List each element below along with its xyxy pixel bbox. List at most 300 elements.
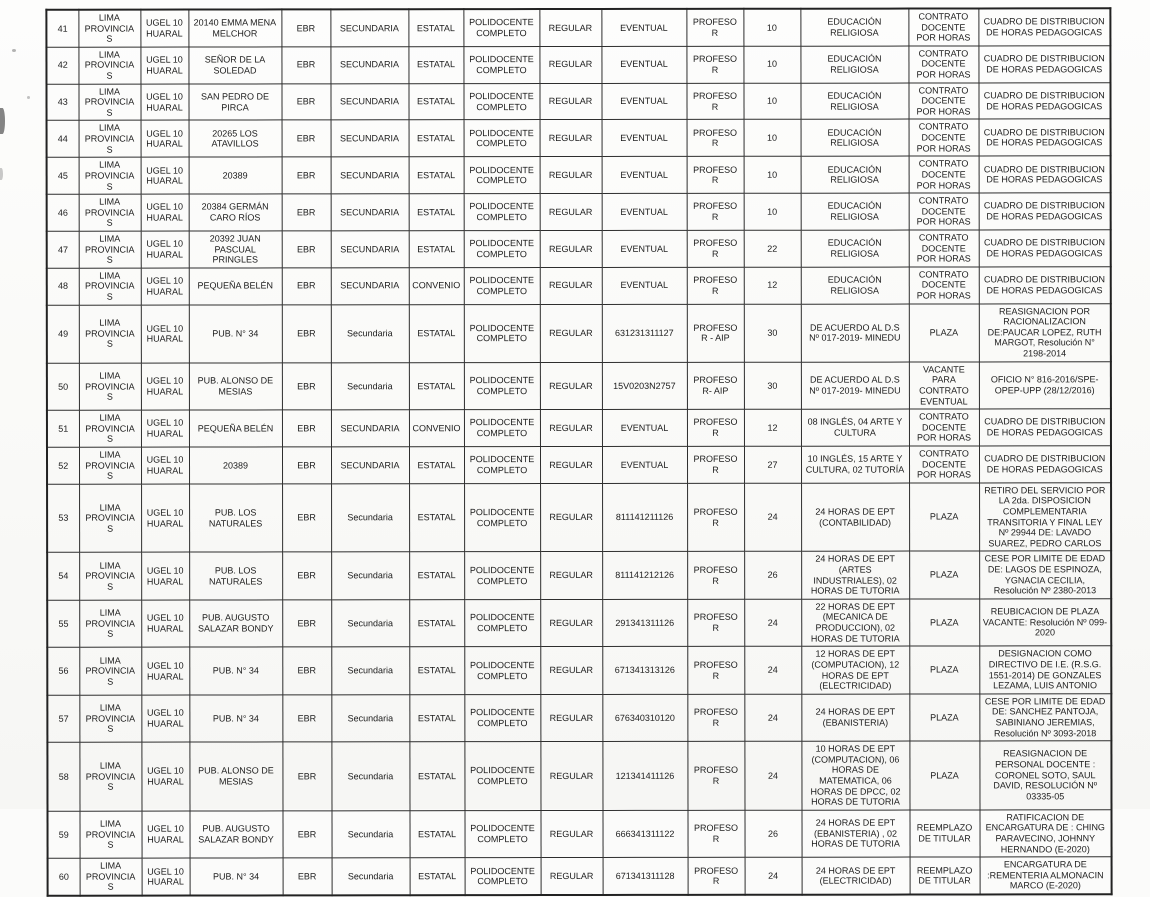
cell-cargo: PROFESOR <box>687 483 744 552</box>
cell-institucion-educativa: 20389 <box>189 447 282 484</box>
cell-tipo-vacante: CONTRATO DOCENTE POR HORAS <box>909 119 979 156</box>
cell-horas: 10 <box>744 120 801 157</box>
cell-dre: LIMA PROVINCIAS <box>79 742 141 811</box>
cell-horas: 10 <box>743 9 800 46</box>
cell-especialidad-detalle: 10 INGLÉS, 15 ARTE Y CULTURA, 02 TUTORÍA <box>801 446 909 483</box>
cell-dre: LIMA PROVINCIAS <box>80 858 142 895</box>
cell-institucion-educativa: PUB. N° 34 <box>190 858 283 895</box>
cell-cargo: PROFESOR <box>688 858 745 895</box>
cell-motivo-vacante: CESE POR LIMITE DE EDAD DE: LAGOS DE ESPINOZA, YGNACIA CECILIA, Resolución Nº 2380-2013 <box>979 551 1111 599</box>
cell-especialidad-detalle: EDUCACIÓN RELIGIOSA <box>800 9 908 46</box>
cell-cargo: PROFESOR <box>687 157 744 194</box>
cell-caracteristica: POLIDOCENTE COMPLETO <box>464 599 540 647</box>
cell-numero: 56 <box>47 647 79 694</box>
cell-nivel: Secundaria <box>331 304 409 362</box>
cell-caracteristica: POLIDOCENTE COMPLETO <box>464 410 540 447</box>
cell-tipo-vacante: CONTRATO DOCENTE POR HORAS <box>909 267 979 304</box>
cell-horas: 10 <box>744 157 801 194</box>
cell-nivel: SECUNDARIA <box>330 9 408 46</box>
cell-caracteristica: POLIDOCENTE COMPLETO <box>464 647 540 695</box>
cell-especialidad-detalle: EDUCACIÓN RELIGIOSA <box>800 46 908 83</box>
cell-caracteristica: POLIDOCENTE COMPLETO <box>463 9 539 46</box>
cell-numero: 54 <box>47 553 79 600</box>
cell-registro: REGULAR <box>540 410 602 447</box>
cell-cargo: PROFESOR <box>687 552 744 600</box>
cell-dre: LIMA PROVINCIAS <box>79 695 141 743</box>
cell-gestion: ESTATAL <box>409 157 464 194</box>
table-row <box>47 193 1111 231</box>
cell-institucion-educativa: PUB. AUGUSTO SALAZAR BONDY <box>189 600 282 648</box>
cell-nivel: SECUNDARIA <box>331 157 409 194</box>
cell-tipo-vacante: REEMPLAZO DE TITULAR <box>909 810 979 858</box>
cell-numero: 59 <box>48 811 80 858</box>
cell-motivo-vacante: CUADRO DE DISTRIBUCION DE HORAS PEDAGOGICAS <box>979 267 1111 304</box>
cell-cargo: PROFESOR <box>688 810 745 858</box>
cell-numero: 55 <box>47 600 79 647</box>
cell-institucion-educativa: 20392 JUAN PASCUAL PRINGLES <box>189 231 282 268</box>
cell-registro: REGULAR <box>540 483 602 552</box>
cell-numero: 41 <box>46 10 78 47</box>
cell-ugel: UGEL 10 HUARAL <box>142 858 190 895</box>
cell-codigo-plaza: 671341311128 <box>603 858 688 895</box>
cell-caracteristica: POLIDOCENTE COMPLETO <box>464 446 540 483</box>
cell-gestion: ESTATAL <box>408 9 463 46</box>
cell-horas: 30 <box>744 362 801 410</box>
cell-tipo-vacante: REEMPLAZO DE TITULAR <box>910 857 980 894</box>
cell-ugel: UGEL 10 HUARAL <box>141 157 189 194</box>
cell-codigo-plaza: 811141212126 <box>602 552 687 600</box>
table-row <box>47 409 1111 447</box>
cell-especialidad-detalle: EDUCACIÓN RELIGIOSA <box>801 267 909 304</box>
table-row <box>47 446 1111 484</box>
cell-horas: 26 <box>745 810 802 858</box>
cell-especialidad-detalle: 24 HORAS DE EPT (CONTABILIDAD) <box>801 483 909 552</box>
cell-modalidad: EBR <box>282 194 331 231</box>
cell-caracteristica: POLIDOCENTE COMPLETO <box>464 742 540 811</box>
cell-cargo: PROFESOR <box>687 193 744 230</box>
cell-especialidad-detalle: DE ACUERDO AL D.S Nº 017-2019- MINEDU <box>801 362 909 410</box>
cell-registro: REGULAR <box>540 552 602 600</box>
cell-cargo: PROFESOR <box>686 83 743 120</box>
cell-gestion: ESTATAL <box>409 304 464 362</box>
cell-cargo: PROFESOR <box>687 120 744 157</box>
cell-nivel: Secundaria <box>331 600 409 648</box>
cell-registro: REGULAR <box>539 46 601 83</box>
cell-institucion-educativa: PUB. LOS NATURALES <box>189 484 282 553</box>
cell-nivel: Secundaria <box>331 742 409 811</box>
cell-modalidad: EBR <box>281 47 330 84</box>
cell-horas: 22 <box>744 230 801 267</box>
cell-especialidad-detalle: EDUCACIÓN RELIGIOSA <box>800 83 908 120</box>
cell-horas: 12 <box>744 409 801 446</box>
cell-modalidad: EBR <box>282 600 331 648</box>
cell-codigo-plaza: 811141211126 <box>602 483 687 552</box>
cell-institucion-educativa: SAN PEDRO DE PIRCA <box>188 84 281 121</box>
cell-nivel: SECUNDARIA <box>330 47 408 84</box>
cell-institucion-educativa: PUB. N° 34 <box>189 695 282 743</box>
cell-gestion: ESTATAL <box>409 742 464 811</box>
cell-codigo-plaza: EVENTUAL <box>602 230 687 267</box>
cell-gestion: ESTATAL <box>409 120 464 157</box>
table-row <box>47 156 1111 194</box>
cell-nivel: Secundaria <box>331 362 409 410</box>
table-row <box>48 810 1112 859</box>
cell-tipo-vacante: PLAZA <box>909 483 979 552</box>
cell-codigo-plaza: 671341313126 <box>602 647 687 695</box>
cell-dre: LIMA PROVINCIAS <box>79 121 141 158</box>
cell-motivo-vacante: CUADRO DE DISTRIBUCION DE HORAS PEDAGOGICAS <box>979 119 1111 156</box>
cell-tipo-vacante: CONTRATO DOCENTE POR HORAS <box>908 83 978 120</box>
cell-modalidad: EBR <box>282 120 331 157</box>
cell-institucion-educativa: 20140 EMMA MENA MELCHOR <box>188 9 281 46</box>
cell-cargo: PROFESOR <box>687 409 744 446</box>
cell-horas: 10 <box>743 46 800 83</box>
cell-codigo-plaza: 15V0203N2757 <box>602 362 687 410</box>
cell-ugel: UGEL 10 HUARAL <box>141 410 189 447</box>
cell-modalidad: EBR <box>282 304 331 362</box>
cell-tipo-vacante: CONTRATO DOCENTE POR HORAS <box>909 156 979 193</box>
cell-horas: 30 <box>744 304 801 362</box>
cell-numero: 46 <box>47 194 79 231</box>
cell-motivo-vacante: REUBICACION DE PLAZA VACANTE: Resolución Nº 099-2020 <box>979 599 1111 647</box>
cell-cargo: PROFESOR <box>686 9 743 46</box>
cell-registro: REGULAR <box>541 858 603 895</box>
cell-tipo-vacante: CONTRATO DOCENTE POR HORAS <box>909 193 979 230</box>
cell-especialidad-detalle: EDUCACIÓN RELIGIOSA <box>801 193 909 230</box>
cell-caracteristica: POLIDOCENTE COMPLETO <box>463 83 539 120</box>
cell-tipo-vacante: CONTRATO DOCENTE POR HORAS <box>908 8 978 45</box>
cell-horas: 10 <box>744 193 801 230</box>
cell-dre: LIMA PROVINCIAS <box>80 811 142 859</box>
cell-motivo-vacante: RATIFICACION DE ENCARGATURA DE : CHING PARAVECINO, JOHNNY HERNANDO (E-2020) <box>979 810 1111 858</box>
cell-numero: 60 <box>48 858 80 895</box>
cell-institucion-educativa: PEQUEÑA BELÉN <box>189 268 282 305</box>
cell-modalidad: EBR <box>282 695 331 743</box>
cell-numero: 51 <box>47 410 79 447</box>
cell-modalidad: EBR <box>281 84 330 121</box>
cell-horas: 24 <box>745 857 802 894</box>
cell-horas: 26 <box>744 552 801 600</box>
cell-registro: REGULAR <box>540 599 602 647</box>
cell-especialidad-detalle: EDUCACIÓN RELIGIOSA <box>801 120 909 157</box>
cell-gestion: ESTATAL <box>409 231 464 268</box>
cell-numero: 57 <box>47 695 79 742</box>
cell-modalidad: EBR <box>282 484 331 553</box>
cell-nivel: Secundaria <box>331 484 409 553</box>
table-row <box>48 857 1112 896</box>
cell-dre: LIMA PROVINCIAS <box>79 410 141 447</box>
cell-gestion: ESTATAL <box>410 810 465 858</box>
table-row <box>47 119 1111 157</box>
table-row <box>46 8 1110 47</box>
cell-tipo-vacante: CONTRATO DOCENTE POR HORAS <box>909 446 979 483</box>
cell-gestion: ESTATAL <box>409 194 464 231</box>
cell-cargo: PROFESOR <box>687 267 744 304</box>
cell-caracteristica: POLIDOCENTE COMPLETO <box>464 694 540 742</box>
cell-gestion: CONVENIO <box>409 410 464 447</box>
cell-codigo-plaza: EVENTUAL <box>602 446 687 483</box>
cell-caracteristica: POLIDOCENTE COMPLETO <box>465 810 541 858</box>
cell-codigo-plaza: 121341411126 <box>602 742 687 811</box>
cell-codigo-plaza: 291341311126 <box>602 599 687 647</box>
cell-numero: 48 <box>47 268 79 305</box>
cell-institucion-educativa: 20265 LOS ATAVILLOS <box>189 120 282 157</box>
cell-nivel: SECUNDARIA <box>331 120 409 157</box>
cell-gestion: ESTATAL <box>409 362 464 410</box>
cell-motivo-vacante: CESE POR LIMITE DE EDAD DE: SANCHEZ PANTOJA, SABINIANO JEREMIAS, Resolución Nº 3093-2018 <box>979 693 1111 741</box>
table-row <box>47 267 1111 305</box>
cell-registro: REGULAR <box>541 810 603 858</box>
cell-numero: 50 <box>47 363 79 410</box>
scan-speck-icon <box>27 96 30 99</box>
cell-nivel: Secundaria <box>331 694 409 742</box>
cell-codigo-plaza: EVENTUAL <box>602 409 687 446</box>
cell-nivel: Secundaria <box>331 552 409 600</box>
cell-numero: 45 <box>47 158 79 195</box>
table-row <box>47 646 1111 695</box>
cell-motivo-vacante: CUADRO DE DISTRIBUCION DE HORAS PEDAGOGICAS <box>978 46 1110 83</box>
cell-motivo-vacante: ENCARGATURA DE :REMENTERIA ALMONACIN MARCO (E-2020) <box>980 857 1112 895</box>
cell-tipo-vacante: PLAZA <box>909 646 979 694</box>
cell-motivo-vacante: CUADRO DE DISTRIBUCION DE HORAS PEDAGOGICAS <box>978 8 1110 46</box>
cell-codigo-plaza: EVENTUAL <box>602 193 687 230</box>
cell-ugel: UGEL 10 HUARAL <box>141 600 189 648</box>
cell-caracteristica: POLIDOCENTE COMPLETO <box>464 194 540 231</box>
table-row <box>47 303 1111 363</box>
cell-horas: 24 <box>744 741 801 810</box>
scan-speck-icon <box>12 49 16 52</box>
cell-registro: REGULAR <box>540 362 602 410</box>
table-row <box>47 361 1111 410</box>
cell-numero: 44 <box>47 121 79 158</box>
cell-gestion: ESTATAL <box>409 552 464 600</box>
cell-caracteristica: POLIDOCENTE COMPLETO <box>464 304 540 362</box>
cell-tipo-vacante: PLAZA <box>909 304 979 362</box>
cell-ugel: UGEL 10 HUARAL <box>141 121 189 158</box>
cell-motivo-vacante: REASIGNACION POR RACIONALIZACION DE:PAUCAR LOPEZ, RUTH MARGOT, Resolución N° 2198-2014 <box>979 303 1111 361</box>
cell-ugel: UGEL 10 HUARAL <box>140 10 188 47</box>
cell-cargo: PROFESOR - AIP <box>687 304 744 362</box>
cell-cargo: PROFESOR- AIP <box>687 362 744 410</box>
cell-modalidad: EBR <box>282 268 331 305</box>
cell-codigo-plaza: EVENTUAL <box>601 83 686 120</box>
cell-dre: LIMA PROVINCIAS <box>79 447 141 484</box>
cell-tipo-vacante: PLAZA <box>909 599 979 647</box>
cell-motivo-vacante: RETIRO DEL SERVICIO POR LA 2da. DISPOSICION COMPLEMENTARIA TRANSITORIA Y FINAL LEY Nº 29944 DE: LAVADO SUAREZ, PEDRO CARLOS <box>979 483 1111 552</box>
cell-horas: 24 <box>744 483 801 552</box>
cell-gestion: ESTATAL <box>409 483 464 552</box>
table-row <box>46 82 1110 120</box>
cell-institucion-educativa: 20389 <box>189 157 282 194</box>
cell-nivel: SECUNDARIA <box>331 231 409 268</box>
cell-registro: REGULAR <box>540 742 602 811</box>
cell-gestion: ESTATAL <box>410 858 465 895</box>
cell-ugel: UGEL 10 HUARAL <box>141 447 189 484</box>
cell-ugel: UGEL 10 HUARAL <box>141 484 189 553</box>
cell-cargo: PROFESOR <box>687 599 744 647</box>
cell-dre: LIMA PROVINCIAS <box>78 84 140 121</box>
cell-gestion: ESTATAL <box>409 647 464 695</box>
cell-motivo-vacante: REASIGNACION DE PERSONAL DOCENTE : CORONEL SOTO, SAUL DAVID, RESOLUCIÓN Nº 03335-05 <box>979 741 1111 810</box>
table-row <box>46 46 1110 84</box>
cell-modalidad: EBR <box>282 552 331 600</box>
scan-edge-smudge-icon <box>0 168 3 180</box>
cell-caracteristica: POLIDOCENTE COMPLETO <box>464 231 540 268</box>
cell-caracteristica: POLIDOCENTE COMPLETO <box>464 362 540 410</box>
cell-numero: 58 <box>47 742 79 811</box>
cell-institucion-educativa: PUB. LOS NATURALES <box>189 552 282 600</box>
cell-especialidad-detalle: DE ACUERDO AL D.S Nº 017-2019- MINEDU <box>801 304 909 362</box>
cell-numero: 47 <box>47 231 79 268</box>
cell-especialidad-detalle: EDUCACIÓN RELIGIOSA <box>801 156 909 193</box>
cell-cargo: PROFESOR <box>687 230 744 267</box>
cell-modalidad: EBR <box>282 231 331 268</box>
cell-registro: REGULAR <box>539 83 601 120</box>
cell-registro: REGULAR <box>540 230 602 267</box>
cell-nivel: SECUNDARIA <box>331 268 409 305</box>
cell-caracteristica: POLIDOCENTE COMPLETO <box>463 46 539 83</box>
cell-registro: REGULAR <box>540 157 602 194</box>
cell-especialidad-detalle: EDUCACIÓN RELIGIOSA <box>801 230 909 267</box>
cell-institucion-educativa: PUB. AUGUSTO SALAZAR BONDY <box>190 811 283 859</box>
cell-nivel: SECUNDARIA <box>331 194 409 231</box>
cell-cargo: PROFESOR <box>686 46 743 83</box>
cell-numero: 42 <box>46 47 78 84</box>
cell-registro: REGULAR <box>540 267 602 304</box>
cell-modalidad: EBR <box>282 447 331 484</box>
cell-ugel: UGEL 10 HUARAL <box>140 47 188 84</box>
cell-especialidad-detalle: 12 HORAS DE EPT (COMPUTACION), 12 HORAS DE EPT (ELECTRICIDAD) <box>801 646 909 694</box>
cell-gestion: ESTATAL <box>408 46 463 83</box>
cell-modalidad: EBR <box>282 157 331 194</box>
cell-numero: 52 <box>47 447 79 484</box>
cell-especialidad-detalle: 08 INGLÉS, 04 ARTE Y CULTURA <box>801 409 909 446</box>
cell-codigo-plaza: EVENTUAL <box>602 120 687 157</box>
cell-gestion: ESTATAL <box>409 447 464 484</box>
cell-modalidad: EBR <box>282 742 331 811</box>
table-row <box>47 483 1111 553</box>
cell-institucion-educativa: SEÑOR DE LA SOLEDAD <box>188 47 281 84</box>
cell-motivo-vacante: CUADRO DE DISTRIBUCION DE HORAS PEDAGOGICAS <box>979 409 1111 446</box>
cell-institucion-educativa: PEQUEÑA BELÉN <box>189 410 282 447</box>
cell-institucion-educativa: PUB. ALONSO DE MESIAS <box>189 363 282 411</box>
cell-ugel: UGEL 10 HUARAL <box>140 84 188 121</box>
cell-dre: LIMA PROVINCIAS <box>79 553 141 601</box>
cell-registro: REGULAR <box>540 120 602 157</box>
cell-horas: 10 <box>743 83 800 120</box>
cell-especialidad-detalle: 24 HORAS DE EPT (EBANISTERIA) , 02 HORAS DE TUTORIA <box>802 810 910 858</box>
vacancy-records-table <box>45 7 1112 897</box>
cell-codigo-plaza: EVENTUAL <box>601 46 686 83</box>
table-body <box>46 8 1111 896</box>
cell-cargo: PROFESOR <box>687 446 744 483</box>
cell-tipo-vacante: PLAZA <box>909 694 979 742</box>
cell-horas: 27 <box>744 446 801 483</box>
cell-institucion-educativa: 20384 GERMÁN CARO RÍOS <box>189 194 282 231</box>
cell-codigo-plaza: EVENTUAL <box>602 267 687 304</box>
cell-modalidad: EBR <box>281 9 330 46</box>
cell-dre: LIMA PROVINCIAS <box>79 268 141 305</box>
cell-cargo: PROFESOR <box>687 647 744 695</box>
cell-motivo-vacante: CUADRO DE DISTRIBUCION DE HORAS PEDAGOGICAS <box>979 446 1111 483</box>
cell-motivo-vacante: CUADRO DE DISTRIBUCION DE HORAS PEDAGOGICAS <box>979 156 1111 193</box>
cell-motivo-vacante: DESIGNACION COMO DIRECTIVO DE I.E. (R.S.G. 1551-2014) DE GONZALES LEZAMA, LUIS ANTONIO <box>979 646 1111 694</box>
cell-especialidad-detalle: 22 HORAS DE EPT (MECANICA DE PRODUCCION), 02 HORAS DE TUTORIA <box>801 599 909 647</box>
cell-horas: 24 <box>744 694 801 742</box>
cell-dre: LIMA PROVINCIAS <box>79 647 141 695</box>
cell-ugel: UGEL 10 HUARAL <box>141 695 189 743</box>
cell-codigo-plaza: EVENTUAL <box>601 9 686 46</box>
cell-dre: LIMA PROVINCIAS <box>79 305 141 363</box>
cell-tipo-vacante: PLAZA <box>909 551 979 599</box>
cell-gestion: ESTATAL <box>408 83 463 120</box>
cell-numero: 43 <box>46 84 78 121</box>
cell-gestion: ESTATAL <box>409 600 464 648</box>
cell-gestion: ESTATAL <box>409 694 464 742</box>
cell-dre: LIMA PROVINCIAS <box>79 194 141 231</box>
cell-ugel: UGEL 10 HUARAL <box>142 811 190 859</box>
table-row <box>47 551 1111 600</box>
table-row <box>47 230 1111 268</box>
scan-edge-smudge-icon <box>0 108 5 134</box>
cell-caracteristica: POLIDOCENTE COMPLETO <box>464 483 540 552</box>
cell-especialidad-detalle: 10 HORAS DE EPT (COMPUTACION), 06 HORAS DE MATEMATICA, 06 HORAS DE DPCC, 02 HORAS DE TUTORIA <box>801 741 909 810</box>
cell-gestion: CONVENIO <box>409 267 464 304</box>
cell-horas: 12 <box>744 267 801 304</box>
cell-ugel: UGEL 10 HUARAL <box>141 647 189 695</box>
cell-ugel: UGEL 10 HUARAL <box>141 552 189 600</box>
cell-modalidad: EBR <box>283 858 332 895</box>
cell-especialidad-detalle: 24 HORAS DE EPT (ARTES INDUSTRIALES), 02 HORAS DE TUTORIA <box>801 551 909 599</box>
cell-numero: 49 <box>47 305 79 363</box>
cell-dre: LIMA PROVINCIAS <box>78 47 140 84</box>
table-row <box>47 693 1111 742</box>
cell-caracteristica: POLIDOCENTE COMPLETO <box>464 120 540 157</box>
cell-dre: LIMA PROVINCIAS <box>79 484 141 553</box>
cell-modalidad: EBR <box>283 811 332 859</box>
cell-motivo-vacante: CUADRO DE DISTRIBUCION DE HORAS PEDAGOGICAS <box>979 193 1111 230</box>
table-row <box>47 599 1111 648</box>
cell-dre: LIMA PROVINCIAS <box>78 10 140 47</box>
cell-ugel: UGEL 10 HUARAL <box>141 194 189 231</box>
cell-modalidad: EBR <box>282 647 331 695</box>
cell-nivel: SECUNDARIA <box>331 410 409 447</box>
table-row <box>47 741 1111 811</box>
cell-motivo-vacante: CUADRO DE DISTRIBUCION DE HORAS PEDAGOGICAS <box>978 82 1110 119</box>
cell-nivel: SECUNDARIA <box>331 447 409 484</box>
cell-especialidad-detalle: 24 HORAS DE EPT (EBANISTERIA) <box>801 694 909 742</box>
cell-ugel: UGEL 10 HUARAL <box>141 231 189 268</box>
cell-registro: REGULAR <box>540 446 602 483</box>
cell-caracteristica: POLIDOCENTE COMPLETO <box>464 552 540 600</box>
cell-institucion-educativa: PUB. ALONSO DE MESIAS <box>189 742 282 811</box>
cell-nivel: Secundaria <box>332 811 410 859</box>
cell-registro: REGULAR <box>539 9 601 46</box>
cell-modalidad: EBR <box>282 410 331 447</box>
cell-nivel: Secundaria <box>332 858 410 895</box>
cell-caracteristica: POLIDOCENTE COMPLETO <box>465 858 541 895</box>
cell-cargo: PROFESOR <box>687 694 744 742</box>
cell-institucion-educativa: PUB. N° 34 <box>189 647 282 695</box>
cell-ugel: UGEL 10 HUARAL <box>141 363 189 411</box>
cell-registro: REGULAR <box>540 304 602 362</box>
cell-dre: LIMA PROVINCIAS <box>79 600 141 648</box>
cell-especialidad-detalle: 24 HORAS DE EPT (ELECTRICIDAD) <box>802 857 910 894</box>
cell-caracteristica: POLIDOCENTE COMPLETO <box>464 267 540 304</box>
cell-caracteristica: POLIDOCENTE COMPLETO <box>464 157 540 194</box>
cell-horas: 24 <box>744 646 801 694</box>
cell-horas: 24 <box>744 599 801 647</box>
